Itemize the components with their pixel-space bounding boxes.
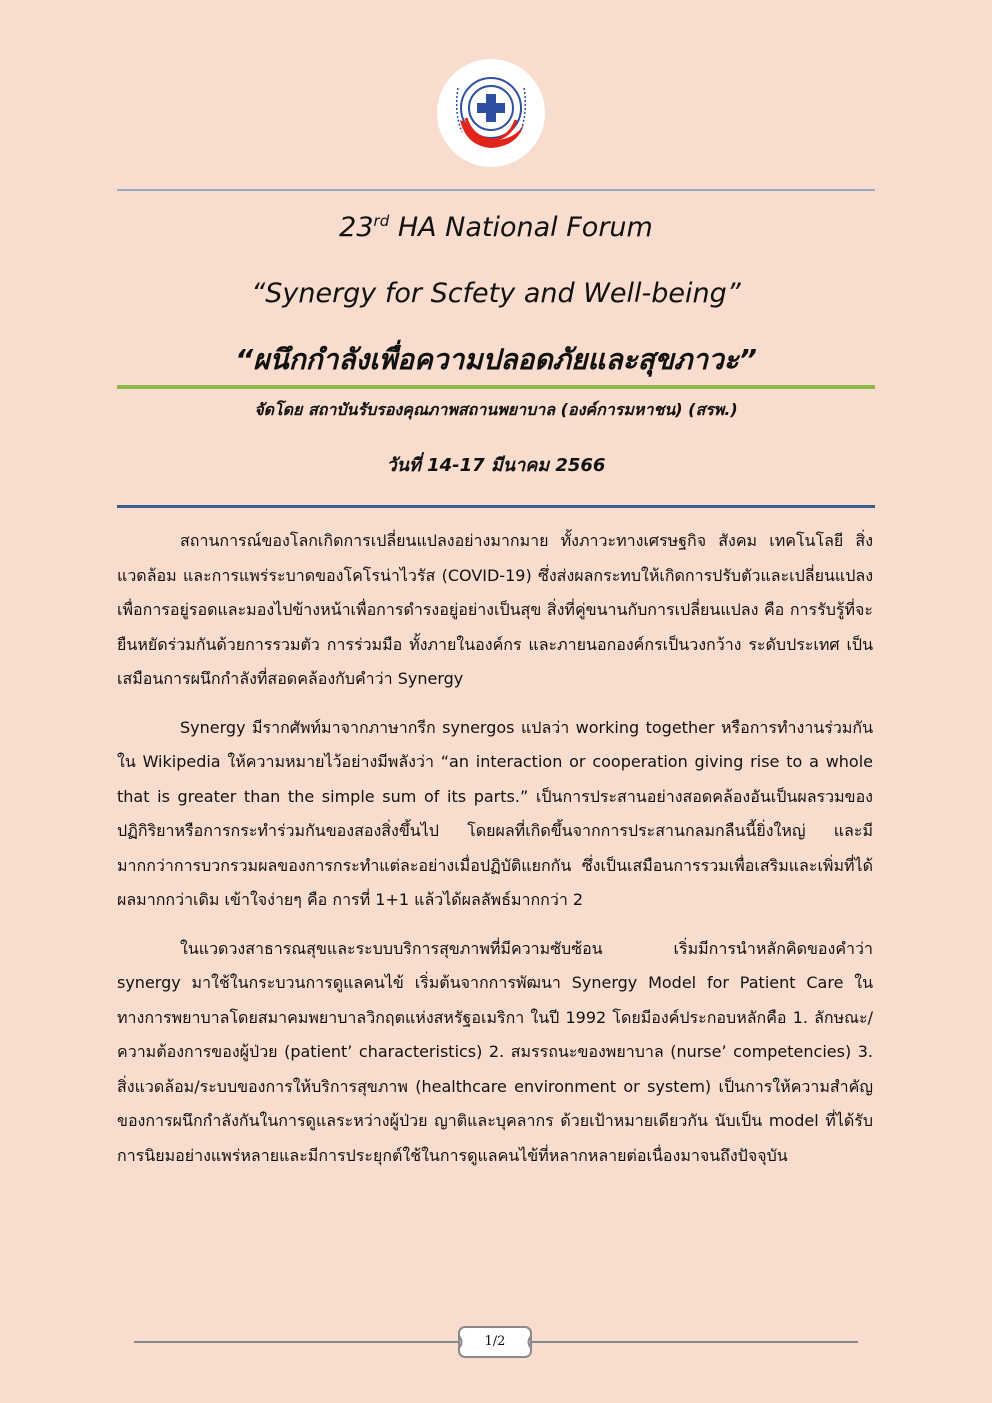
top-divider bbox=[117, 189, 875, 191]
page-number: 1/2 bbox=[484, 1334, 506, 1349]
ha-institute-seal-icon bbox=[436, 58, 546, 168]
title-prefix: 23 bbox=[339, 212, 374, 243]
green-divider bbox=[117, 385, 875, 389]
paragraph: สถานการณ์ของโลกเกิดการเปลี่ยนแปลงอย่างมากมาย ทั้งภาวะทางเศรษฐกิจ สังคม เทคโนโลยี สิ่งแวดล้อม และการแพร่ระบาดของโคโรน่าไวรัส (COVID-19) ซึ่งส่งผลกระทบให้เกิดการปรับตัวและเปลี่ยนแปลงเพื่อการอยู่รอดและมองไปข้างหน้าเพื่อการดำรงอยู่อย่างเป็นสุข สิ่งที่คู่ขนานกับการเปลี่ยนแปลง คือ การรับรู้ที่จะยืนหยัดร่วมกันด้วยการรวมตัว การร่วมมือ ทั้งภายในองค์กร และภายนอกองค์กรเป็นวงกว้าง ระดับประเทศ เป็นเสมือนการผนึกกำลังที่สอดคล้องกับคำว่า Synergy bbox=[117, 531, 874, 688]
organizer-line: จัดโดย สถาบันรับรองคุณภาพสถานพยาบาล (องค์การมหาชน) (สรพ.) bbox=[254, 400, 738, 419]
forum-title bbox=[117, 212, 875, 243]
title-suffix: HA National Forum bbox=[389, 212, 653, 243]
theme-thai: “ผนึกกำลังเพื่อความปลอดภัยและสุขภาวะ” bbox=[235, 343, 757, 376]
logo bbox=[436, 58, 546, 168]
paragraph: ในแวดวงสาธารณสุขและระบบบริการสุขภาพที่มีความซับซ้อน เริ่มมีการนำหลักคิดของคำว่า synergy มาใช้ในกระบวนการดูแลคนไข้ เริ่มต้นจากการพัฒนา Synergy Model for Patient Care ในทางการพยาบาลโดยสมาคมพยาบาลวิกฤตแห่งสหรัฐอเมริกา ในปี 1992 โดยมีองค์ประกอบหลักคือ 1. ลักษณะ/ความต้องการของผู้ป่วย (patient’ characteristics) 2. สมรรถนะของพยาบาล (nurse’ competencies) 3. สิ่งแวดล้อม/ระบบของการให้บริการสุขภาพ (healthcare environment or system) เป็นการให้ความสำคัญของการผนึกกำลังกันในการดูแลระหว่างผู้ป่วย ญาติและบุคลากร ด้วยเป้าหมายเดียวกัน นับเป็น model ที่ได้รับการนิยมอย่างแพร่หลายและมีการประยุกต์ใช้ในการดูแลคนไข้ที่หลากหลายต่อเนื่องมาจนถึงปัจจุบัน bbox=[117, 938, 873, 1165]
footer-divider-left bbox=[134, 1341, 458, 1343]
footer-divider-right bbox=[532, 1341, 858, 1343]
paragraph: Synergy มีรากศัพท์มาจากภาษากรีก synergos แปลว่า working together หรือการทำงานร่วมกัน ใน Wikipedia ให้ความหมายไว้อย่างมีพลังว่า “an interaction or cooperation giving rise to a whole that is greater than the simple sum of its parts.” เป็นการประสานอย่างสอดคล้องอันเป็นผลรวมของปฏิกิริยาหรือการกระทำร่วมกันของสองสิ่งขึ้นไป โดยผลที่เกิดขึ้นจากการประสานกลมกลืนนี้ยิ่งใหญ่ และมีมากกว่าการบวกรวมผลของการกระทำแต่ละอย่างเมื่อปฏิบัติแยกกัน ซึ่งเป็นเสมือนการรวมเพื่อเสริมและเพิ่มที่ได้ผลมากกว่าเดิม เข้าใจง่ายๆ คือ การที่ 1+1 แล้วได้ผลลัพธ์มากกว่า 2 bbox=[117, 717, 873, 909]
title-superscript: rd bbox=[373, 212, 390, 230]
article-body bbox=[117, 524, 873, 1187]
event-date: วันที่ 14-17 มีนาคม 2566 bbox=[386, 455, 606, 476]
page-number-badge bbox=[458, 1326, 532, 1358]
theme-english: “Synergy for Scfety and Well-being” bbox=[251, 278, 741, 309]
blue-divider bbox=[117, 505, 875, 508]
